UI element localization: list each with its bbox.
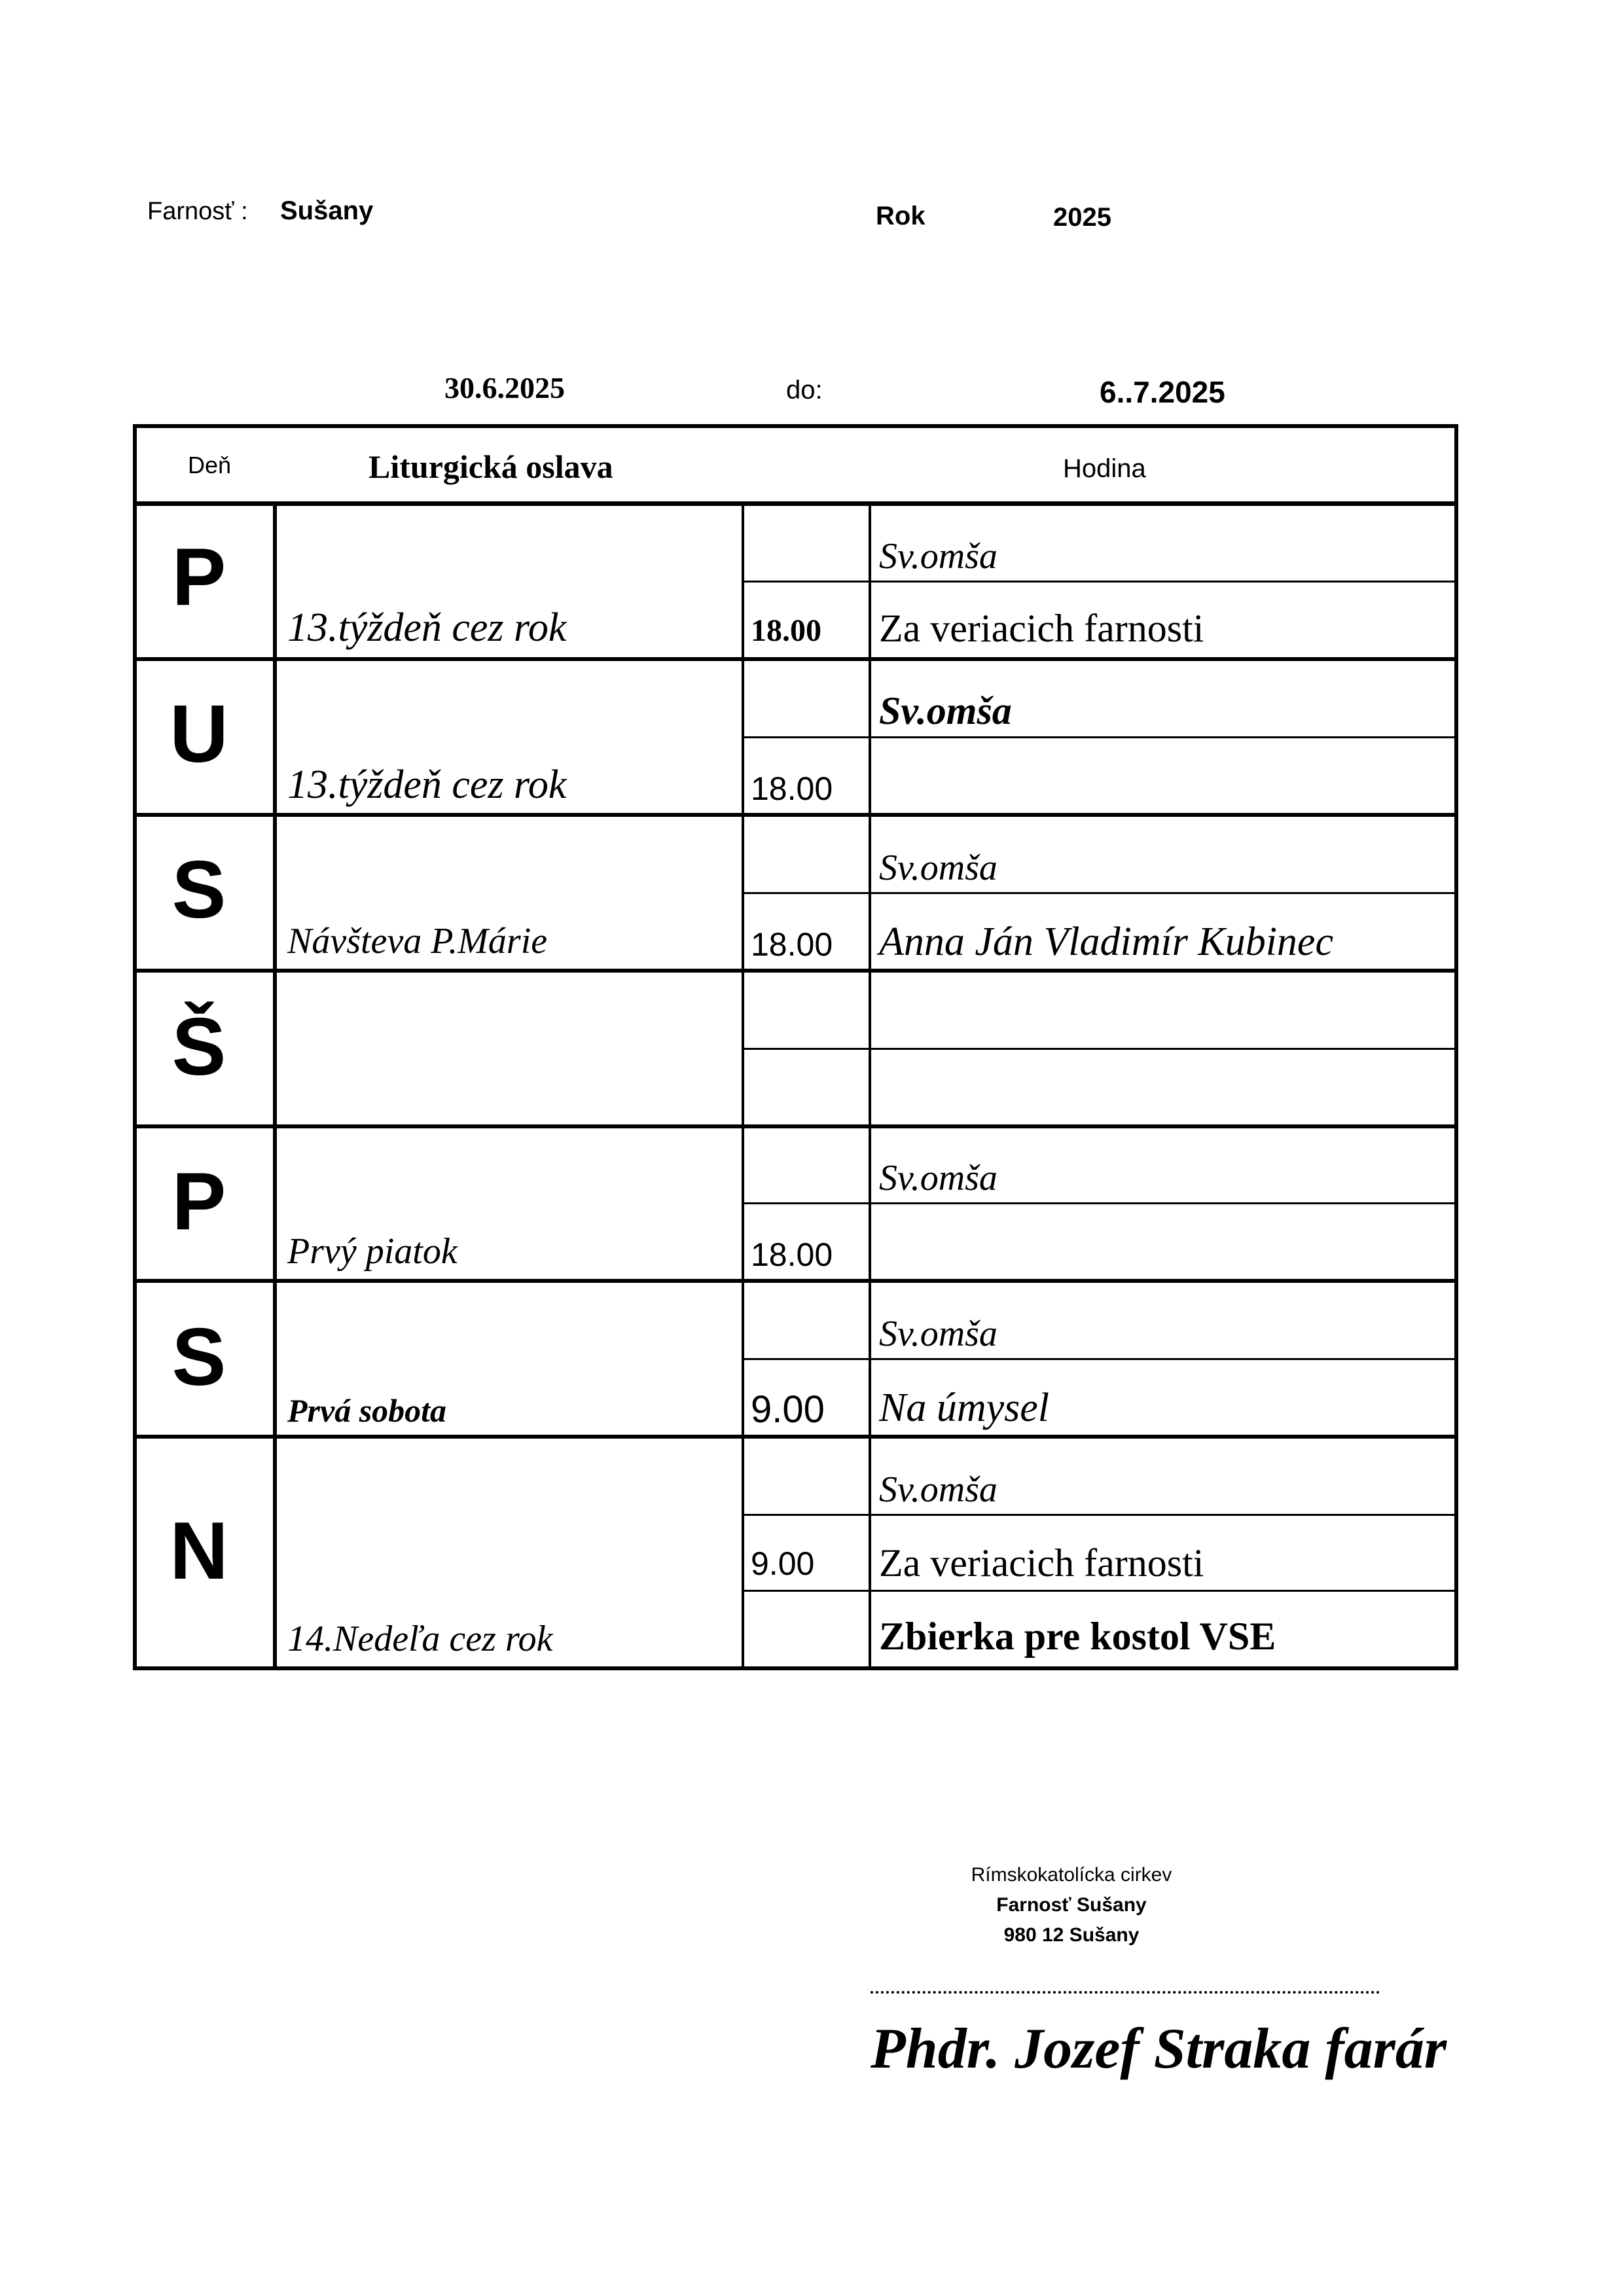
day-letter: U bbox=[170, 689, 228, 780]
row-divider bbox=[137, 657, 1454, 661]
column-header-liturgy: Liturgická oslava bbox=[369, 448, 613, 485]
collection-note: Zbierka pre kostol VSE bbox=[879, 1615, 1276, 1658]
liturgy-name: Prvý piatok bbox=[287, 1231, 458, 1272]
row-divider bbox=[137, 1279, 1454, 1283]
mass-time: 18.00 bbox=[751, 770, 833, 807]
day-letter: P bbox=[171, 532, 226, 622]
liturgy-name: Návšteva P.Márie bbox=[287, 921, 548, 961]
service-type: Sv.omša bbox=[879, 848, 998, 888]
subrow-divider bbox=[742, 892, 1454, 894]
year-label: Rok bbox=[876, 202, 926, 230]
column-divider-time bbox=[869, 501, 871, 1666]
liturgy-name: 13.týždeň cez rok bbox=[287, 762, 567, 807]
service-type: Sv.omša bbox=[879, 689, 1012, 732]
day-letter: P bbox=[171, 1157, 226, 1247]
schedule-table bbox=[133, 424, 1458, 1670]
subrow-divider bbox=[742, 1514, 1454, 1516]
day-letter: S bbox=[171, 1312, 226, 1403]
year-value: 2025 bbox=[1053, 203, 1111, 232]
period-to-label: do: bbox=[786, 376, 823, 404]
day-letter: N bbox=[170, 1506, 228, 1596]
mass-time: 18.00 bbox=[751, 1236, 833, 1273]
parish-label: Farnosť : bbox=[147, 198, 248, 225]
subrow-divider bbox=[742, 581, 1454, 583]
parish-stamp-line-2: Farnosť Sušany bbox=[996, 1894, 1147, 1916]
period-to: 6..7.2025 bbox=[1100, 375, 1225, 409]
liturgy-name: 13.týždeň cez rok bbox=[287, 605, 567, 650]
signature: Phdr. Jozef Straka farár bbox=[871, 2017, 1447, 2081]
header-divider bbox=[137, 501, 1454, 506]
mass-time: 9.00 bbox=[751, 1545, 815, 1582]
row-divider bbox=[137, 1124, 1454, 1128]
mass-intention: Anna Ján Vladimír Kubinec bbox=[879, 920, 1333, 964]
mass-intention: Na úmysel bbox=[879, 1386, 1050, 1430]
parish-stamp-line-3: 980 12 Sušany bbox=[1003, 1924, 1140, 1946]
liturgy-name: 14.Nedeľa cez rok bbox=[287, 1619, 553, 1659]
period-from: 30.6.2025 bbox=[444, 371, 565, 404]
day-letter: S bbox=[171, 845, 226, 935]
service-type: Sv.omša bbox=[879, 1314, 998, 1354]
row-divider bbox=[137, 813, 1454, 817]
column-divider-day bbox=[273, 501, 277, 1666]
row-divider bbox=[137, 969, 1454, 973]
service-type: Sv.omša bbox=[879, 536, 998, 577]
service-type: Sv.omša bbox=[879, 1469, 998, 1510]
mass-time: 18.00 bbox=[751, 926, 833, 963]
signature-dotted-line bbox=[871, 1991, 1380, 1994]
mass-time: 18.00 bbox=[751, 613, 821, 648]
service-type: Sv.omša bbox=[879, 1158, 998, 1198]
subrow-divider bbox=[742, 736, 1454, 738]
subrow-divider bbox=[742, 1590, 1454, 1592]
liturgy-name: Prvá sobota bbox=[287, 1392, 447, 1429]
column-header-hour: Hodina bbox=[1063, 454, 1146, 483]
day-letter: Š bbox=[171, 1002, 226, 1092]
mass-intention: Za veriacich farnosti bbox=[879, 1541, 1204, 1585]
column-header-day: Deň bbox=[188, 452, 232, 478]
row-divider bbox=[137, 1435, 1454, 1439]
mass-time: 9.00 bbox=[751, 1388, 825, 1431]
column-divider-liturgy bbox=[742, 501, 744, 1666]
mass-intention: Za veriacich farnosti bbox=[879, 607, 1204, 650]
parish-stamp-line-1: Rímskokatolícka cirkev bbox=[971, 1864, 1172, 1886]
subrow-divider bbox=[742, 1048, 1454, 1050]
parish-name: Sušany bbox=[280, 196, 374, 225]
subrow-divider bbox=[742, 1358, 1454, 1360]
subrow-divider bbox=[742, 1202, 1454, 1204]
